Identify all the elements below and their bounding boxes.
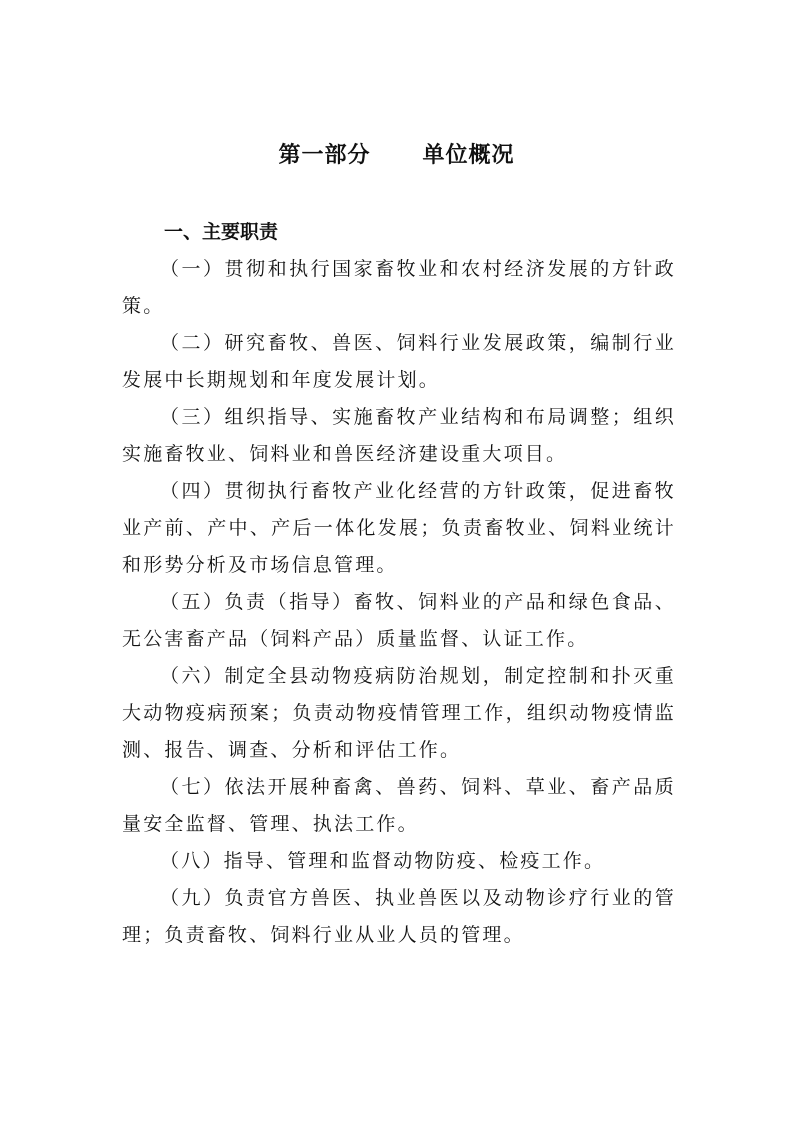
duty-paragraph-6: （六）制定全县动物疫病防治规划，制定控制和扑灭重大动物疫病预案；负责动物疫情管理工作，组织动物疫情监测、报告、调查、分析和评估工作。 (122, 665, 676, 761)
duty-paragraph-3: （三）组织指导、实施畜牧产业结构和布局调整；组织实施畜牧业、饲料业和兽医经济建设重大项目。 (122, 406, 676, 465)
document-body (122, 214, 676, 954)
duty-paragraph-9: （九）负责官方兽医、执业兽医以及动物诊疗行业的管理；负责畜牧、饲料行业从业人员的管理。 (122, 887, 676, 946)
page-title: 第一部分 单位概况 (278, 143, 515, 168)
duty-paragraph-4: （四）贯彻执行畜牧产业化经营的方针政策，促进畜牧业产前、产中、产后一体化发展；负责畜牧业、饲料业统计和形势分析及市场信息管理。 (122, 480, 676, 576)
duty-paragraph-7: （七）依法开展种畜禽、兽药、饲料、草业、畜产品质量安全监督、管理、执法工作。 (122, 776, 676, 835)
duty-paragraph-5: （五）负责（指导）畜牧、饲料业的产品和绿色食品、无公害畜产品（饲料产品）质量监督、认证工作。 (122, 591, 676, 650)
duty-paragraph-2: （二）研究畜牧、兽医、饲料行业发展政策，编制行业发展中长期规划和年度发展计划。 (122, 332, 676, 391)
duty-paragraph-1: （一）贯彻和执行国家畜牧业和农村经济发展的方针政策。 (122, 258, 676, 317)
section-heading: 一、主要职责 (164, 221, 279, 243)
duty-paragraph-8: （八）指导、管理和监督动物防疫、检疫工作。 (160, 850, 606, 872)
